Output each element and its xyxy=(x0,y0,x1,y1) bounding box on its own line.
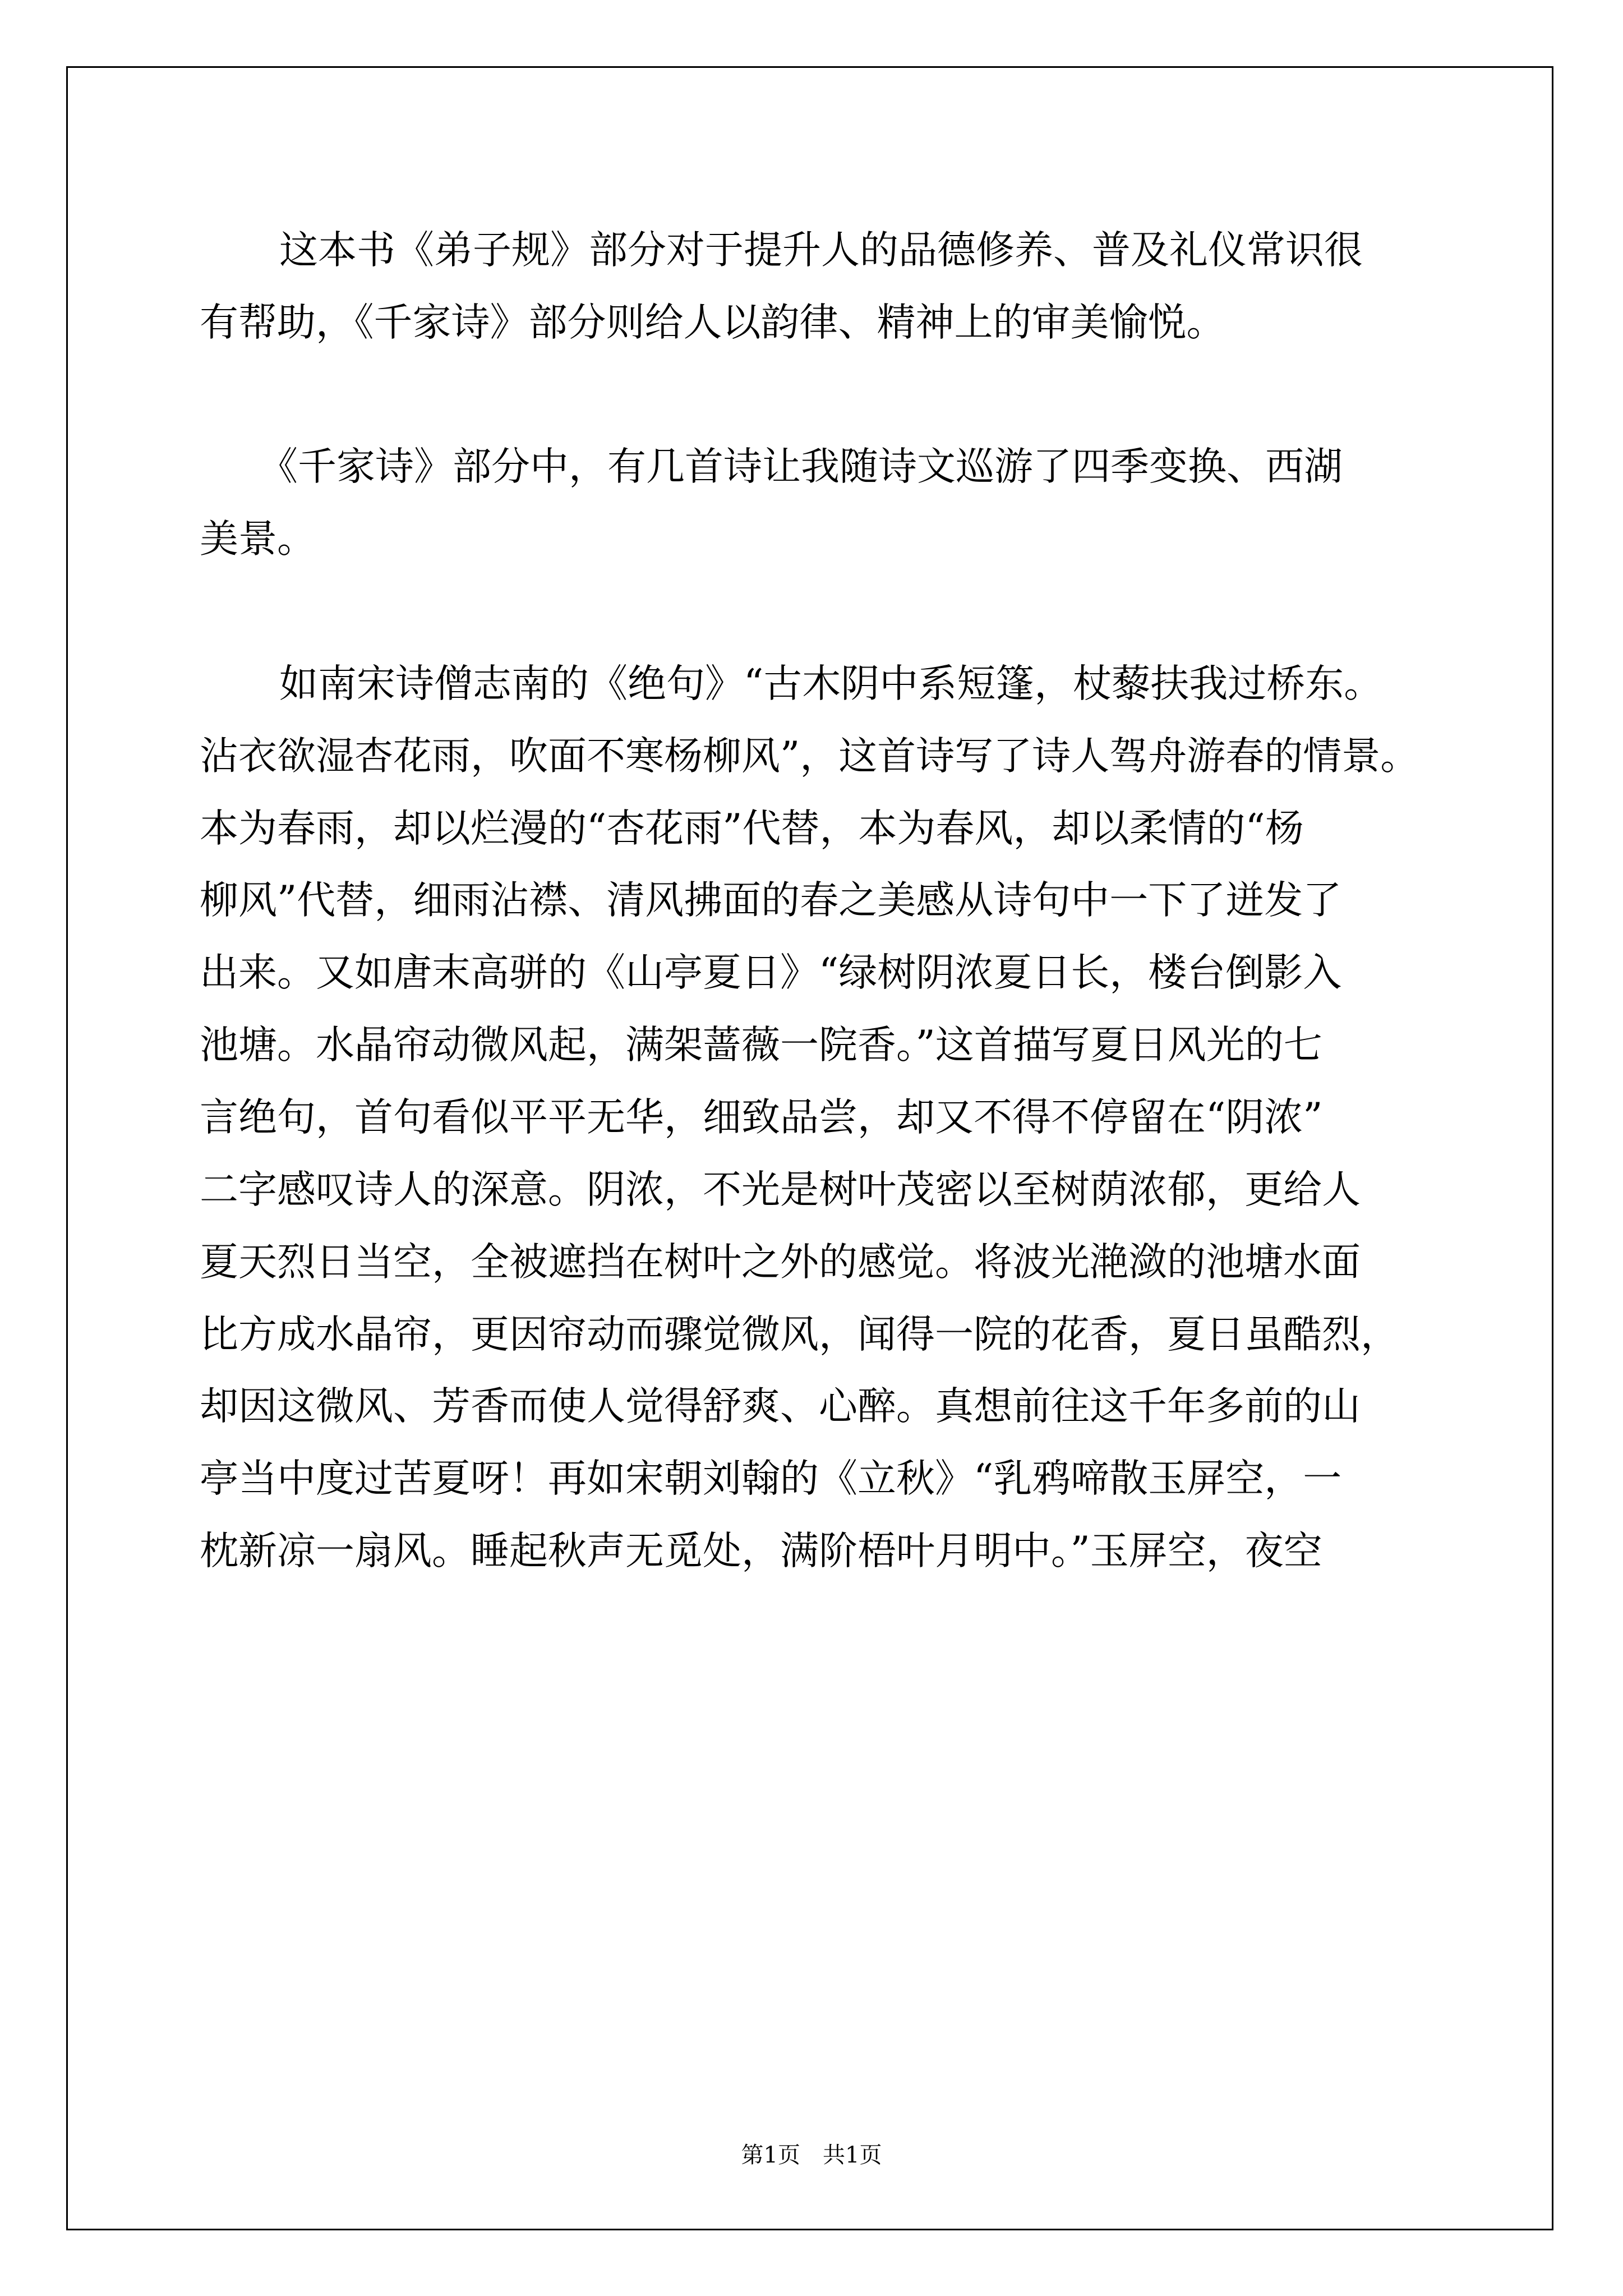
text-line: 出来。又如唐末高骈的《山亭夏日》“绿树阴浓夏日长，楼台倒影入 xyxy=(200,950,1342,995)
text-line: 美景。 xyxy=(200,517,316,562)
text-line: 枕新凉一扇风。睡起秋声无觅处，满阶梧叶月明中。”玉屏空，夜空 xyxy=(200,1529,1322,1573)
text-line: 沾衣欲湿杏花雨，吹面不寒杨柳风”，这首诗写了诗人驾舟游春的情景。 xyxy=(200,734,1419,779)
text-line: 夏天烈日当空，全被遮挡在树叶之外的感觉。将波光滟潋的池塘水面 xyxy=(200,1240,1361,1285)
text-line: 《千家诗》部分中，有几首诗让我随诗文巡游了四季变换、西湖 xyxy=(259,444,1343,489)
text-line: 池塘。水晶帘动微风起，满架蔷薇一院香。”这首描写夏日风光的七 xyxy=(200,1023,1322,1068)
text-line: 比方成水晶帘，更因帘动而骤觉微风，闻得一院的花香，夏日虽酷烈， xyxy=(200,1312,1399,1357)
text-line: 却因这微风、芳香而使人觉得舒爽、心醉。真想前往这千年多前的山 xyxy=(200,1384,1361,1429)
text-line: 亭当中度过苦夏呀！再如宋朝刘翰的《立秋》“乳鸦啼散玉屏空，一 xyxy=(200,1456,1342,1501)
text-line: 言绝句，首句看似平平无华，细致品尝，却又不得不停留在“阴浓” xyxy=(200,1095,1323,1140)
page-number-footer: 第1页 共1页 xyxy=(741,2142,882,2168)
text-line: 本为春雨，却以烂漫的“杏花雨”代替，本为春风，却以柔情的“杨 xyxy=(200,806,1304,851)
text-line: 如南宋诗僧志南的《绝句》“古木阴中系短篷，杖藜扶我过桥东。 xyxy=(279,661,1383,706)
text-line: 二字感叹诗人的深意。阴浓，不光是树叶茂密以至树荫浓郁，更给人 xyxy=(200,1167,1361,1212)
text-line: 有帮助，《千家诗》部分则给人以韵律、精神上的审美愉悦。 xyxy=(200,300,1225,345)
text-line: 柳风”代替，细雨沾襟、清风拂面的春之美感从诗句中一下了迸发了 xyxy=(200,878,1342,923)
text-line: 这本书《弟子规》部分对于提升人的品德修养、普及礼仪常识很 xyxy=(279,228,1363,273)
